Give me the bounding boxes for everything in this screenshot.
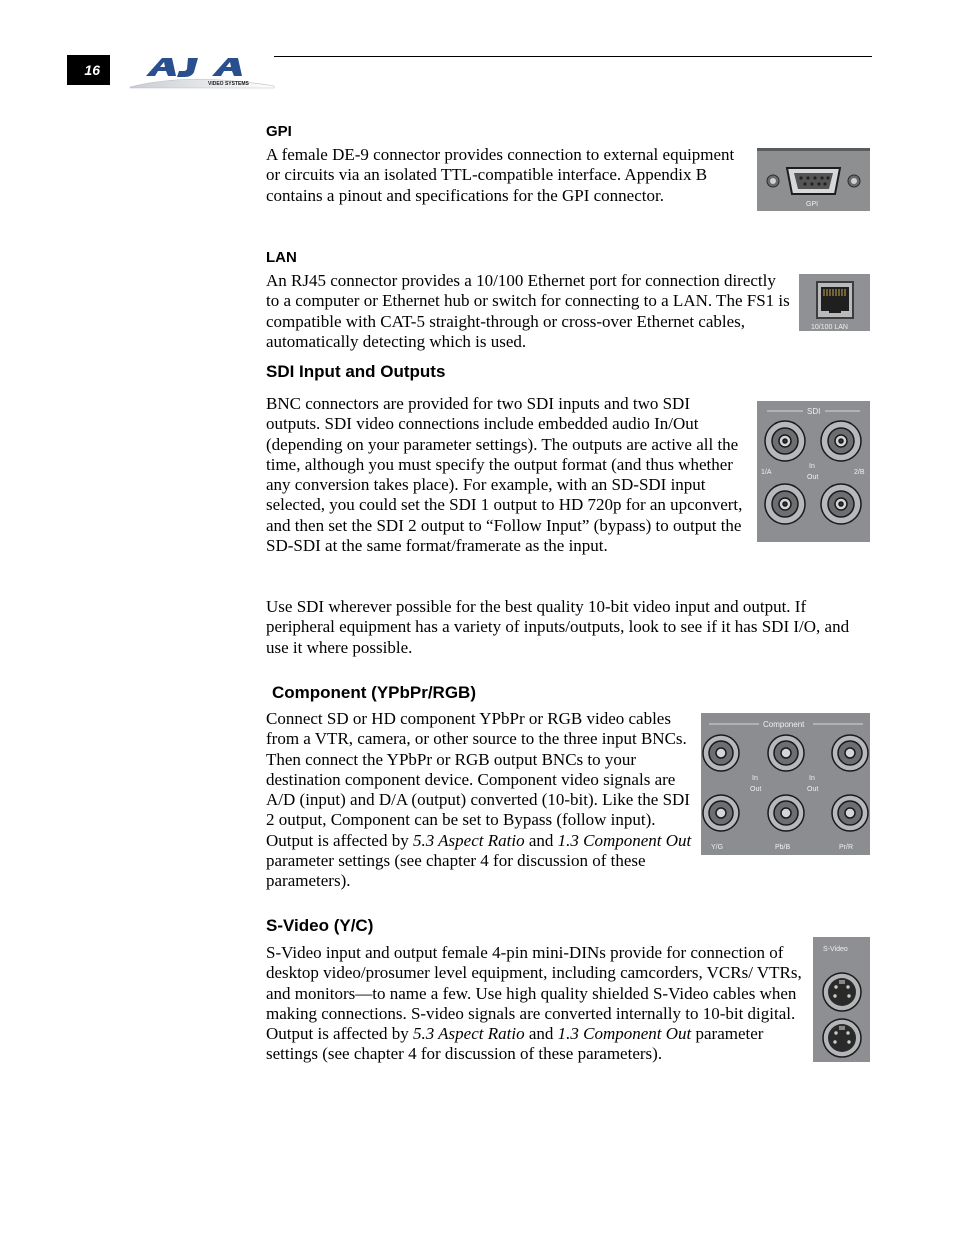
lan-body: An RJ45 connector provides a 10/100 Ethernet port for connection directly to a computer or Ethernet hub or switch for connecting to a LAN. The FS1 is compatible with CAT-5 straight-through or cross-over Ethernet cables, automatically detecting which is used. (266, 271, 790, 351)
bnc-connector (768, 795, 804, 831)
component-heading: Component (YPbPr/RGB) (272, 683, 476, 702)
bnc-connector (768, 735, 804, 771)
gpi-panel-label: GPI (806, 201, 819, 208)
svg-text:In: In (809, 775, 815, 782)
bnc-connector (821, 421, 861, 461)
header-rule (274, 56, 872, 57)
svg-text:Out: Out (807, 786, 819, 793)
svideo-panel-label: S-Video (823, 946, 848, 953)
svideo-connector-image (813, 937, 870, 1062)
bnc-connector (832, 735, 868, 771)
sdi-body-2: Use SDI wherever possible for the best quality 10-bit video input and output. If peripheral equipment has a variety of inputs/outputs, look to see if it has SDI I/O, and use it where possible. (266, 597, 850, 657)
component-out-reference: 1.3 Component Out (557, 1024, 692, 1044)
svg-text:2/B: 2/B (854, 469, 865, 476)
aja-logo (128, 52, 276, 90)
sdi-panel-title: SDI (807, 407, 821, 416)
bnc-connector (765, 421, 805, 461)
svg-text:In: In (752, 775, 758, 782)
svg-text:Out: Out (750, 786, 762, 793)
lan-panel-label: 10/100 LAN (811, 324, 848, 331)
bnc-connector (703, 735, 739, 771)
svg-text:In: In (809, 463, 815, 470)
lan-heading: LAN (266, 249, 297, 266)
svg-text:Pr/R: Pr/R (839, 844, 853, 851)
bnc-connector (703, 795, 739, 831)
svg-text:1/A: 1/A (761, 469, 772, 476)
sdi-heading: SDI Input and Outputs (266, 362, 446, 381)
logo-subtext: VIDEO SYSTEMS (208, 81, 249, 87)
mini-din-connector (823, 1019, 861, 1057)
component-panel-title: Component (763, 720, 805, 729)
component-connector-image (701, 713, 870, 855)
svg-text:Out: Out (807, 474, 819, 481)
sdi-connector-image (757, 401, 870, 542)
lan-connector-image (799, 274, 870, 331)
svg-text:Pb/B: Pb/B (775, 844, 791, 851)
component-out-reference: 1.3 Component Out (557, 830, 692, 850)
page-number: 16 (67, 55, 110, 85)
aspect-ratio-reference: 5.3 Aspect Ratio (412, 830, 525, 850)
aspect-ratio-reference: 5.3 Aspect Ratio (412, 1024, 525, 1044)
gpi-connector-image (757, 148, 870, 211)
svideo-body: S-Video input and output female 4-pin mini-DINs provide for connection of desktop video/prosumer level equipment, including camcorders, VCRs/ VTRs, and monitors—to name a few. Use high quality shielded S-Video cables when making connections. S-video signals are converted internally to 10-bit digital. Output is affected by 5.3 Aspect Ratio and 1.3 Component Out parameter settings (see chapter 4 for discussion of these parameters). (266, 943, 802, 1064)
gpi-body: A female DE-9 connector provides connection to external equipment or circuits via an isolated TTL-compatible interface. Appendix B contains a pinout and specifications for the GPI connector. (266, 145, 735, 205)
mini-din-connector (823, 973, 861, 1011)
svideo-heading: S-Video (Y/C) (266, 916, 374, 935)
svg-text:Y/G: Y/G (711, 844, 724, 851)
sdi-body-1: BNC connectors are provided for two SDI inputs and two SDI outputs. SDI video connections include embedded audio In/Out (depending on your parameter settings). The outputs are active all the time, although you must specify the output format (and thus whether any conversion takes place). For example, with an SD-SDI input selected, you could set the SDI 1 output to HD 720p for an upconvert, and then set the SDI 2 output to “Follow Input” (bypass) to output the SD-SDI at the same format/framerate as the input. (266, 394, 743, 556)
bnc-connector (832, 795, 868, 831)
bnc-connector (765, 484, 805, 524)
bnc-connector (821, 484, 861, 524)
gpi-heading: GPI (266, 123, 292, 140)
component-body: Connect SD or HD component YPbPr or RGB video cables from a VTR, camera, or other source to the three input BNCs. Then connect the YPbPr or RGB output BNCs to your destination component device. Component video signals are A/D (input) and D/A (output) converted (10-bit). Like the SDI 2 output, Component can be set to Bypass (follow input). Output is affected by 5.3 Aspect Ratio and 1.3 Component Out parameter settings (see chapter 4 for discussion of these parameters). (266, 709, 692, 891)
